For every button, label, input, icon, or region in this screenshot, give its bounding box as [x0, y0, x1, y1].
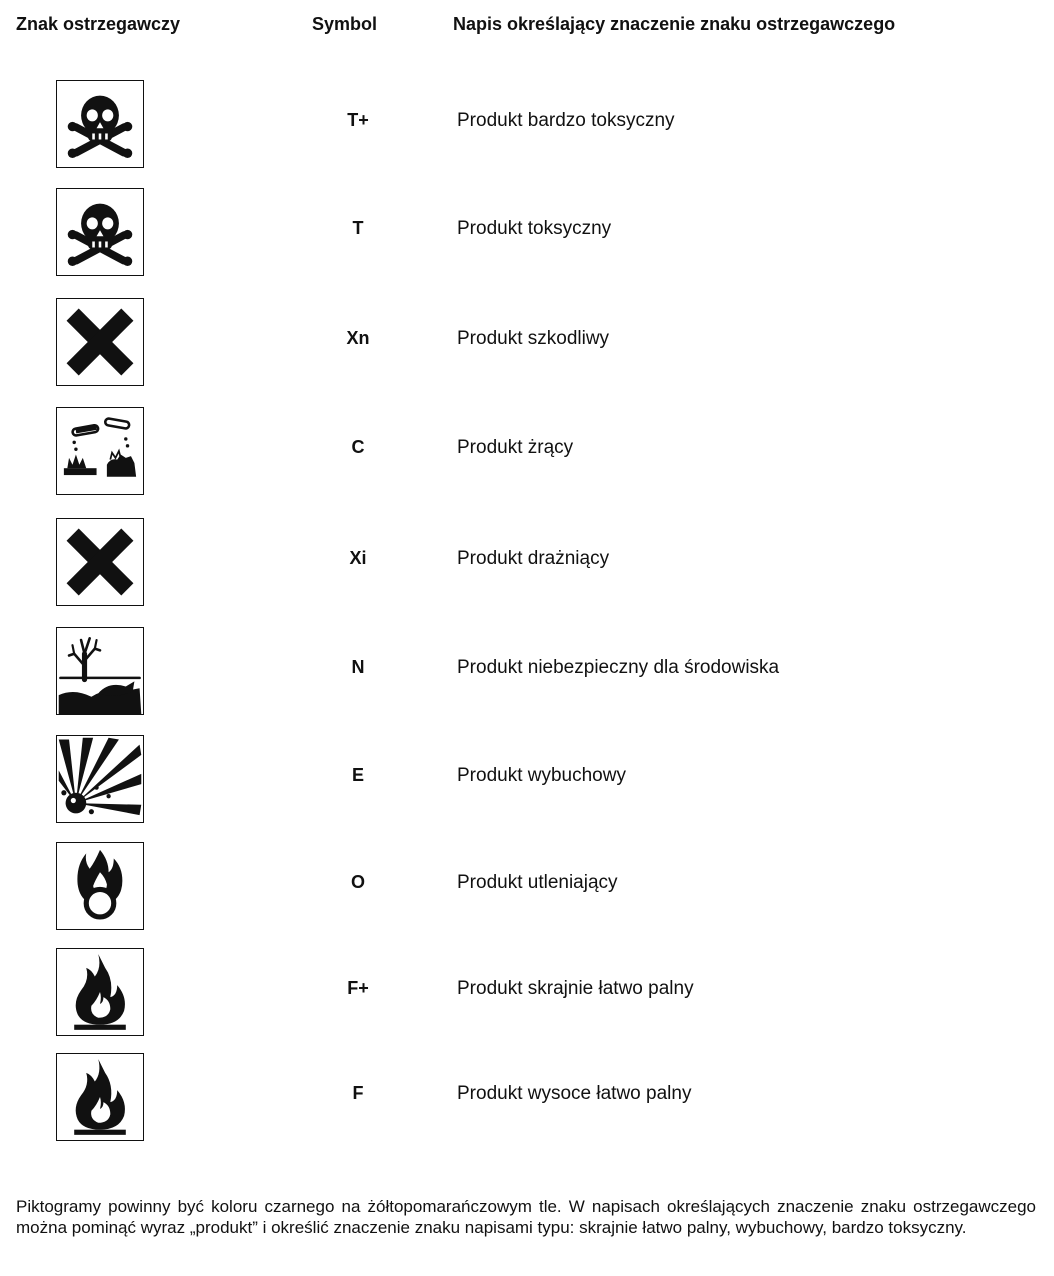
hazard-symbol: C [351, 437, 365, 457]
hazard-description: Produkt toksyczny [457, 218, 612, 239]
table-row [0, 735, 1054, 825]
table-row [0, 188, 1054, 278]
hazard-symbol: E [351, 765, 364, 785]
hazard-description: Produkt wysoce łatwo palny [457, 1083, 692, 1104]
corrosion-icon [56, 407, 144, 495]
table-row [0, 627, 1054, 717]
footnote: Piktogramy powinny być koloru czarnego na żółtopomarańczowym tle. W napisach określających znaczenie znaku ostrzegawczego można pominąć wyraz „produkt” i określić znaczenie znaku napisami typu: skrajnie łatwo palny, wybuchowy, bardzo toksyczny. [16, 1197, 1036, 1237]
header-description: Napis określający znaczenie znaku ostrzegawczego [453, 14, 896, 34]
hazard-symbol: F+ [347, 978, 369, 998]
flame-over-circle-icon [56, 842, 144, 930]
hazard-description: Produkt wybuchowy [457, 765, 626, 786]
hazard-description: Produkt bardzo toksyczny [457, 110, 675, 131]
explosion-icon [56, 735, 144, 823]
hazard-description: Produkt drażniący [457, 548, 610, 569]
hazard-description: Produkt skrajnie łatwo palny [457, 978, 694, 999]
hazard-description: Produkt utleniający [457, 872, 618, 893]
hazard-symbol: T [352, 218, 364, 238]
table-row [0, 1053, 1054, 1143]
header-symbol: Symbol [312, 14, 378, 34]
table-row [0, 518, 1054, 608]
x-cross-icon [56, 518, 144, 606]
table-row [0, 842, 1054, 932]
table-row [0, 948, 1054, 1038]
table-row [0, 298, 1054, 388]
hazard-symbol: Xn [346, 328, 370, 348]
hazard-symbol: T+ [347, 110, 369, 130]
dead-tree-fish-icon [56, 627, 144, 715]
skull-crossbones-icon [56, 80, 144, 168]
flame-icon [56, 1053, 144, 1141]
hazard-description: Produkt szkodliwy [457, 328, 610, 349]
table-row [0, 407, 1054, 497]
hazard-symbol: Xi [349, 548, 367, 568]
hazard-description: Produkt żrący [457, 437, 574, 458]
flame-icon [56, 948, 144, 1036]
skull-crossbones-icon [56, 188, 144, 276]
header-warning-sign: Znak ostrzegawczy [16, 14, 181, 34]
table-row [0, 80, 1054, 170]
hazard-symbol: O [350, 872, 365, 892]
hazard-symbol: N [351, 657, 365, 677]
hazard-symbol: F [352, 1083, 364, 1103]
hazard-description: Produkt niebezpieczny dla środowiska [457, 657, 780, 678]
x-cross-icon [56, 298, 144, 386]
